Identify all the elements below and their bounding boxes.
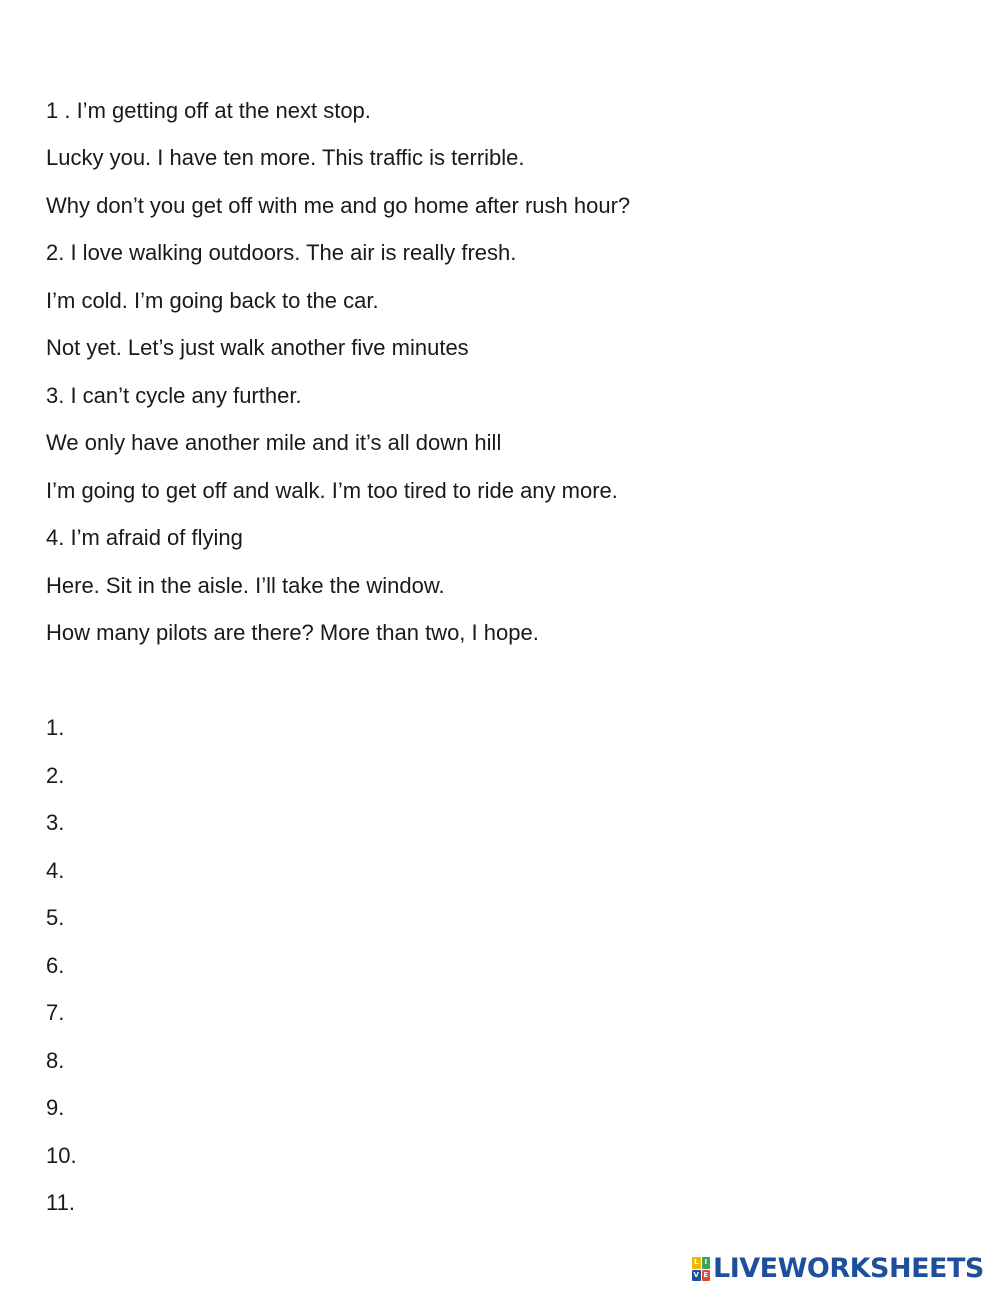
answer-number: 9. — [46, 1095, 65, 1120]
logo-text: LIVEWORKSHEETS — [713, 1253, 984, 1284]
liveworksheets-logo — [692, 1253, 984, 1285]
answer-number: 11. — [46, 1190, 75, 1215]
prompt-line: 1 . I’m getting off at the next stop. — [46, 98, 371, 123]
prompt-line: Lucky you. I have ten more. This traffic is terrible. — [46, 145, 525, 170]
answer-number: 3. — [46, 810, 65, 835]
prompt-line: 4. I’m afraid of flying — [46, 525, 243, 550]
answer-number: 1. — [46, 715, 65, 740]
answer-number: 10. — [46, 1143, 77, 1168]
answer-number: 5. — [46, 905, 65, 930]
prompt-line: I’m going to get off and walk. I’m too tired to ride any more. — [46, 478, 618, 503]
logo-mark-cell: L — [692, 1257, 701, 1269]
logo-mark-icon — [692, 1257, 710, 1281]
answer-number: 6. — [46, 953, 65, 978]
prompt-line: Not yet. Let’s just walk another five minutes — [46, 335, 469, 360]
prompt-line: Here. Sit in the aisle. I’ll take the window. — [46, 573, 445, 598]
logo-mark-cell: E — [702, 1270, 711, 1282]
answer-number: 2. — [46, 763, 65, 788]
prompt-line: I’m cold. I’m going back to the car. — [46, 288, 379, 313]
answer-number: 7. — [46, 1000, 65, 1025]
prompt-line: 2. I love walking outdoors. The air is really fresh. — [46, 240, 517, 265]
prompt-line: How many pilots are there? More than two, I hope. — [46, 620, 539, 645]
answer-number: 4. — [46, 858, 65, 883]
prompt-line: We only have another mile and it’s all down hill — [46, 430, 502, 455]
prompt-line: 3. I can’t cycle any further. — [46, 383, 302, 408]
answer-number: 8. — [46, 1048, 65, 1073]
logo-mark-cell: V — [692, 1270, 701, 1282]
logo-mark-cell: I — [702, 1257, 711, 1269]
prompt-line: Why don’t you get off with me and go home after rush hour? — [46, 193, 631, 218]
